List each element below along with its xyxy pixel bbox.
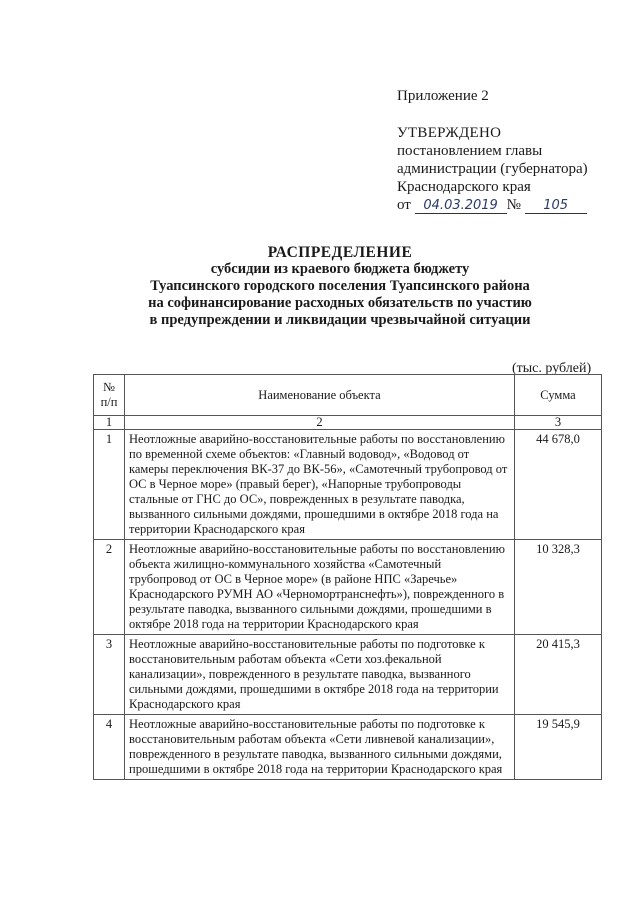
row-name: Неотложные аварийно-восстановительные работы по восстановлению объекта жилищно-коммунального хозяйства «Самотечный трубопровод от ОС в Черное море» (в районе НПС «Заречье» Краснодарского РУМН АО «Черномортранснефть»), поврежденного в результате паводка, вызванного сильными дождями, прошедшими в октябре 2018 года на территории Краснодарского края — [125, 540, 515, 635]
index-cell: 2 — [125, 416, 515, 430]
number-prefix: № — [506, 197, 521, 213]
title-line: Туапсинского городского поселения Туапсинского района — [150, 278, 530, 294]
date-prefix: от — [397, 197, 411, 213]
index-cell: 3 — [515, 416, 602, 430]
date-number-line — [397, 196, 588, 214]
row-num: 4 — [94, 715, 125, 780]
row-sum: 20 415,3 — [515, 635, 602, 715]
row-num: 3 — [94, 635, 125, 715]
row-name: Неотложные аварийно-восстановительные работы по восстановлению по временной схеме объектов: «Главный водовод», «Водовод от камеры переключения ВК-37 до ВК-56», «Самотечный трубопровод от ОС в Черное море» (правый берег), «Напорные трубопроводы стальные от ГНС до ОС», поврежденных в результате паводка, вызванного сильными дождями, прошедшими в октябре 2018 года на территории Краснодарского края — [125, 430, 515, 540]
title-line: субсидии из краевого бюджета бюджету — [210, 261, 470, 277]
title-line: на софинансирование расходных обязательств по участию — [148, 295, 532, 311]
approved-title: УТВЕРЖДЕНО — [397, 125, 502, 141]
table-row — [94, 540, 602, 635]
row-sum: 44 678,0 — [515, 430, 602, 540]
table-row — [94, 715, 602, 780]
table-row — [94, 635, 602, 715]
handwritten-date: 04.03.2019 — [415, 198, 507, 214]
header-num: № п/п — [94, 375, 125, 416]
index-cell: 1 — [94, 416, 125, 430]
row-sum: 10 328,3 — [515, 540, 602, 635]
table-row — [94, 430, 602, 540]
document-title — [120, 244, 560, 329]
approved-line: администрации (губернатора) — [397, 161, 588, 177]
title-line: РАСПРЕДЕЛЕНИЕ — [267, 244, 413, 261]
title-line: в предупреждении и ликвидации чрезвычайной ситуации — [149, 312, 531, 328]
units-label: (тыс. рублей) — [512, 361, 592, 376]
handwritten-number: 105 — [525, 198, 587, 214]
approved-line: Краснодарского края — [397, 179, 531, 195]
header-name: Наименование объекта — [125, 375, 515, 416]
row-name: Неотложные аварийно-восстановительные работы по подготовке к восстановительным работам объекта «Сети хоз.фекальной канализации», поврежденного в результате паводка, вызванного сильными дождями, прошедшими в октябре 2018 года на территории Краснодарского края — [125, 635, 515, 715]
table-index-row — [94, 416, 602, 430]
appendix-label: Приложение 2 — [397, 88, 489, 104]
approved-line: постановлением главы — [397, 143, 543, 159]
row-name: Неотложные аварийно-восстановительные работы по подготовке к восстановительным работам объекта «Сети ливневой канализации», поврежденного в результате паводка, вызванного сильными дождями, прошедшими в октябре 2018 года на территории Краснодарского края — [125, 715, 515, 780]
approval-block — [397, 124, 588, 214]
row-num: 2 — [94, 540, 125, 635]
distribution-table — [93, 374, 602, 780]
header-sum: Сумма — [515, 375, 602, 416]
row-num: 1 — [94, 430, 125, 540]
row-sum: 19 545,9 — [515, 715, 602, 780]
table-header-row — [94, 375, 602, 416]
